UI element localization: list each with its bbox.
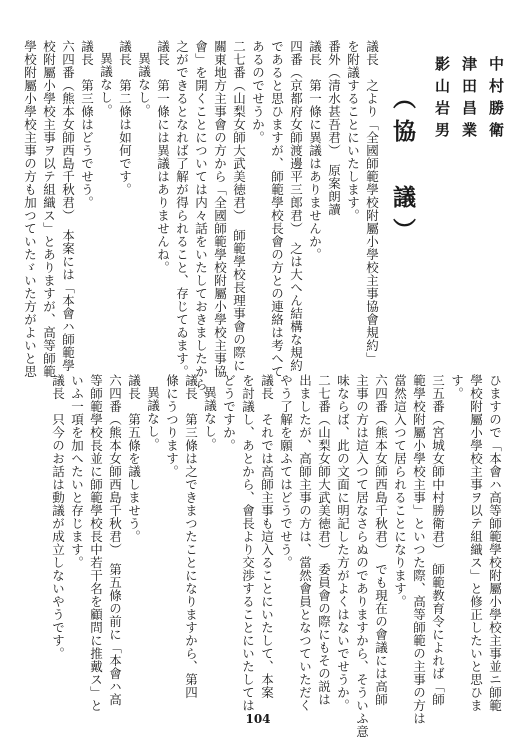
text-column: 學校附屬小學校主事の方も加つていたゞいた方がよいと思 [22, 40, 38, 378]
text-column: 異議なし。 [136, 52, 152, 117]
text-column: 四番（京都府女師渡邊平三郎君） 之は大へん結構な規約 [288, 40, 304, 372]
text-column: 六四番（熊本女師西島千秋君） でも現在の會議には高師 [373, 374, 389, 706]
section-heading: （協 議） [389, 86, 416, 251]
text-column: 之ができるとなれば了解が得られること、存じてゐます。 [174, 40, 190, 378]
text-column: 等師範學校長並に師範學校長中若干名を顧問に推戴ス」と [88, 374, 104, 712]
text-column: 六四番（熊本女師西島千秋君） 第五條の前に「本會ハ高 [107, 374, 123, 706]
text-column: を討議し、あとから、會長より交渉することにいたしては [240, 374, 256, 712]
text-column: 議長 第一條に異議はありませんか。 [307, 40, 323, 261]
text-column: 六四番（熊本女師西島千秋君） 本案には「本會ハ師範學 [60, 40, 76, 372]
text-column: 議長 第三條は之できまつたことになりますから、第四 [183, 374, 199, 699]
text-column: 二七番（山梨女師大武美徳君） 師範學校長理事會の際に [231, 40, 247, 372]
text-column: 範學校附屬小學校主事」といつた際、高等師範の主事の方は [411, 374, 427, 725]
text-column: であると思ひますが、師範學校長會の方との連絡は考へて [269, 40, 285, 378]
text-column: 議長 第一條には異議はありませんね。 [155, 40, 171, 274]
text-column: 異議なし。 [98, 52, 114, 117]
text-column: 味ならば、此の文面に明記した方がよくはないでせうか。 [335, 374, 351, 712]
text-column: 當然這入つて居られることになります。 [392, 374, 408, 608]
text-column: 三五番（宮城女師中村勝衛君） 師範教育令によれば「師 [430, 374, 446, 706]
text-column: 校附屬小學校主事ヲ以テ組織ス」とありますが、高等師範 [41, 40, 57, 378]
text-column: 議長 それでは高師主事も這入ることにいたして、本案 [259, 374, 275, 699]
text-column: 議長 第二條は如何です。 [117, 40, 133, 196]
text-column: 議長 只今のお話は動議が成立しないやうです。 [50, 374, 66, 660]
text-column: 會」を開くことについては内々話をいたしておきましたから、 [193, 40, 209, 404]
text-column: いふ一項を加へたいと存じます。 [69, 374, 85, 569]
text-column: 議長 第三條はどうでせう。 [79, 40, 95, 209]
attendee-name: 中村勝衛 [487, 56, 505, 144]
text-column: やう了解を願ふてはどうでせう。 [278, 374, 294, 569]
text-column: 番外（清水甚吾君） 原案朗讀 [326, 40, 342, 216]
text-column: 異議なし。 [202, 386, 218, 451]
text-column: 議長 之より「全國師範學校附屬小學校主事協會規約」 [364, 40, 380, 365]
text-column: ひますので「本會ハ高等師範學校附屬小學校主事並ニ師範 [487, 374, 503, 712]
text-column: 異議なし。 [145, 386, 161, 451]
attendee-name: 津田昌業 [460, 56, 478, 144]
text-column: 主事の方は這入つて居なさらぬのでありますから、そういふ意 [354, 374, 370, 738]
text-column: どうですか。 [221, 374, 237, 452]
text-column: 條にうつります。 [164, 374, 180, 478]
text-column: を附議することにいたします。 [345, 40, 361, 222]
attendee-name: 影山岩男 [433, 56, 451, 144]
text-column: 議長 第五條を議しませう。 [126, 374, 142, 543]
text-column: 關東地方主事會の方から「全國師範學校附屬小學校主事協 [212, 40, 228, 378]
left-margin-rule [20, 0, 21, 738]
text-column: 出ましたが、高師主事の方は、當然會員となつていただく [297, 374, 313, 712]
text-column: 二七番（山梨女師大武美徳君） 委員會の際にもその説は [316, 374, 332, 706]
text-column: 學校附屬小學校主事ヲ以テ組織ス」と修正したいと思ひま [468, 374, 484, 712]
text-column: す。 [449, 374, 465, 400]
text-column: あるのでせうか。 [250, 40, 266, 144]
page-number: 104 [245, 712, 271, 726]
